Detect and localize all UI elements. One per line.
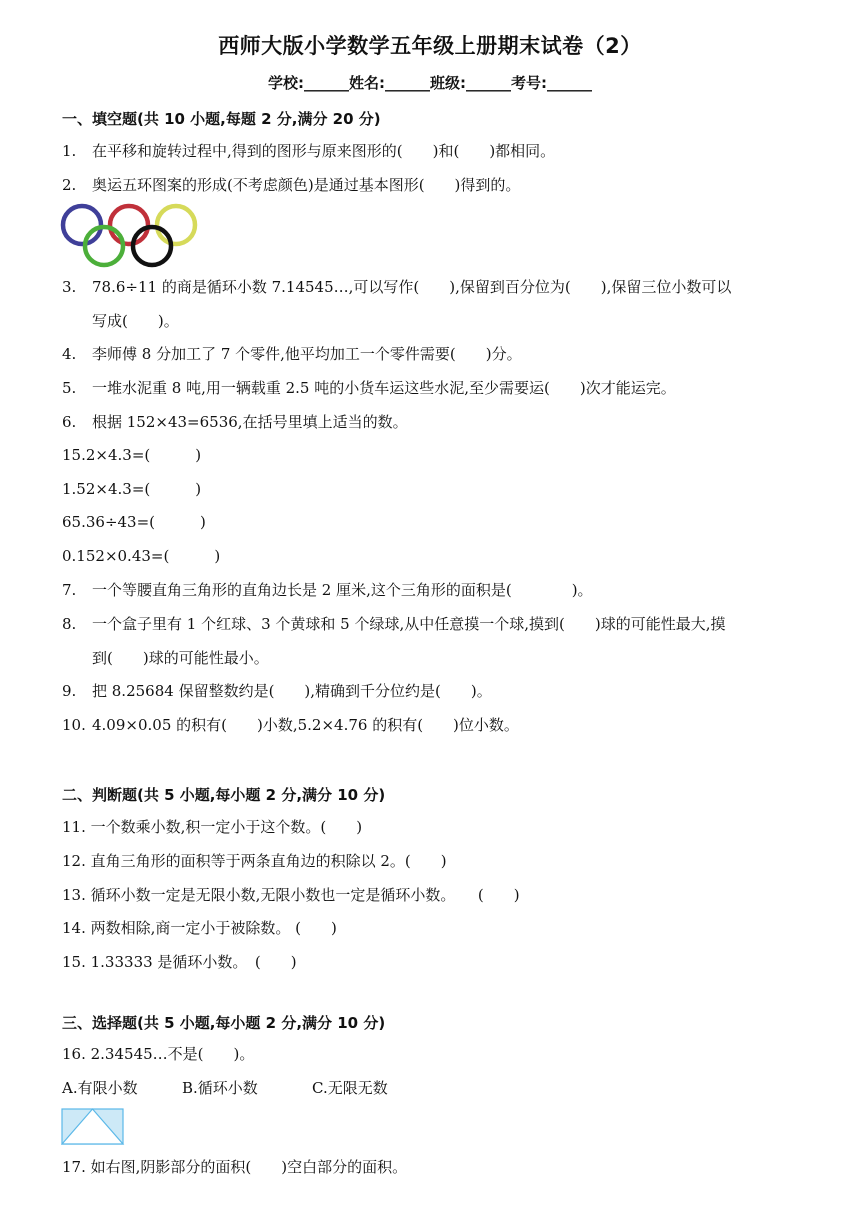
- ring-green: [85, 227, 123, 265]
- question-16: 16. 2.34545…不是( )。: [62, 1045, 255, 1063]
- section-multiple-choice-title: 三、选择题(共 5 小题,每小题 2 分,满分 10 分): [62, 1014, 386, 1032]
- option-c: C.无限无数: [312, 1079, 388, 1097]
- question-number: 1.: [62, 142, 77, 160]
- question-6c: 65.36÷43=( ): [62, 513, 206, 531]
- question-text: 4.09×0.05 的积有( )小数,5.2×4.76 的积有( )位小数。: [92, 716, 519, 734]
- question-text: 李师傅 8 分加工了 7 个零件,他平均加工一个零件需要( )分。: [92, 345, 522, 363]
- section-fill-in-title: 一、填空题(共 10 小题,每题 2 分,满分 20 分): [62, 110, 381, 128]
- question-text: 一堆水泥重 8 吨,用一辆载重 2.5 吨的小货车运这些水泥,至少需要运( )次才能运完。: [92, 379, 676, 397]
- ring-red: [110, 206, 148, 244]
- question-number: 4.: [62, 345, 77, 363]
- question-17: 17. 如右图,阴影部分的面积( )空白部分的面积。: [62, 1158, 408, 1176]
- question-3: [62, 276, 842, 298]
- question-16-options: [62, 1077, 388, 1099]
- question-15: 15. 1.33333 是循环小数。 ( ): [62, 953, 297, 971]
- question-8: [62, 613, 842, 635]
- question-13: 13. 循环小数一定是无限小数,无限小数也一定是循环小数。 ( ): [62, 886, 520, 904]
- olympic-rings-figure: [58, 203, 203, 273]
- question-1: [62, 140, 842, 162]
- question-number: 7.: [62, 581, 77, 599]
- page-title: 西师大版小学数学五年级上册期末试卷（2）: [218, 34, 642, 58]
- question-text: 奥运五环图案的形成(不考虑颜色)是通过基本图形( )得到的。: [92, 176, 521, 194]
- question-2: [62, 174, 842, 196]
- question-8-continued: 到( )球的可能性最小。: [92, 649, 269, 667]
- question-11: 11. 一个数乘小数,积一定小于这个数。( ): [62, 818, 363, 836]
- question-number: 9.: [62, 682, 77, 700]
- question-number: 3.: [62, 278, 77, 296]
- question-text: 78.6÷11 的商是循环小数 7.14545…,可以写作( ),保留到百分位为( ),保留三位小数可以: [92, 278, 732, 296]
- question-number: 8.: [62, 615, 77, 633]
- question-4: [62, 343, 842, 365]
- question-6d: 0.152×0.43=( ): [62, 547, 221, 565]
- student-info-line: 学校:______姓名:______班级:______考号:______: [268, 74, 592, 92]
- ring-black: [133, 227, 171, 265]
- question-5: [62, 377, 842, 399]
- triangle-rectangle-figure: [61, 1108, 125, 1146]
- option-b: B.循环小数: [182, 1079, 258, 1097]
- question-number: 5.: [62, 379, 77, 397]
- question-text: 根据 152×43=6536,在括号里填上适当的数。: [92, 413, 408, 431]
- question-text: 在平移和旋转过程中,得到的图形与原来图形的( )和( )都相同。: [92, 142, 556, 160]
- question-14: 14. 两数相除,商一定小于被除数。 ( ): [62, 919, 337, 937]
- question-7: [62, 579, 842, 601]
- question-6a: 15.2×4.3=( ): [62, 446, 202, 464]
- question-6b: 1.52×4.3=( ): [62, 480, 202, 498]
- question-3-continued: 写成( )。: [92, 312, 179, 330]
- question-10: [62, 714, 842, 736]
- ring-blue: [63, 206, 101, 244]
- question-number: 6.: [62, 413, 77, 431]
- ring-yellow: [157, 206, 195, 244]
- question-text: 一个盒子里有 1 个红球、3 个黄球和 5 个绿球,从中任意摸一个球,摸到( )球的可能性最大,摸: [92, 615, 726, 633]
- option-a: A.有限小数: [62, 1079, 138, 1097]
- question-text: 一个等腰直角三角形的直角边长是 2 厘米,这个三角形的面积是( )。: [92, 581, 593, 599]
- question-9: [62, 680, 842, 702]
- section-true-false-title: 二、判断题(共 5 小题,每小题 2 分,满分 10 分): [62, 786, 386, 804]
- question-12: 12. 直角三角形的面积等于两条直角边的积除以 2。( ): [62, 852, 447, 870]
- question-text: 把 8.25684 保留整数约是( ),精确到千分位约是( )。: [92, 682, 492, 700]
- question-number: 2.: [62, 176, 77, 194]
- question-number: 10.: [62, 716, 86, 734]
- question-6: [62, 411, 842, 433]
